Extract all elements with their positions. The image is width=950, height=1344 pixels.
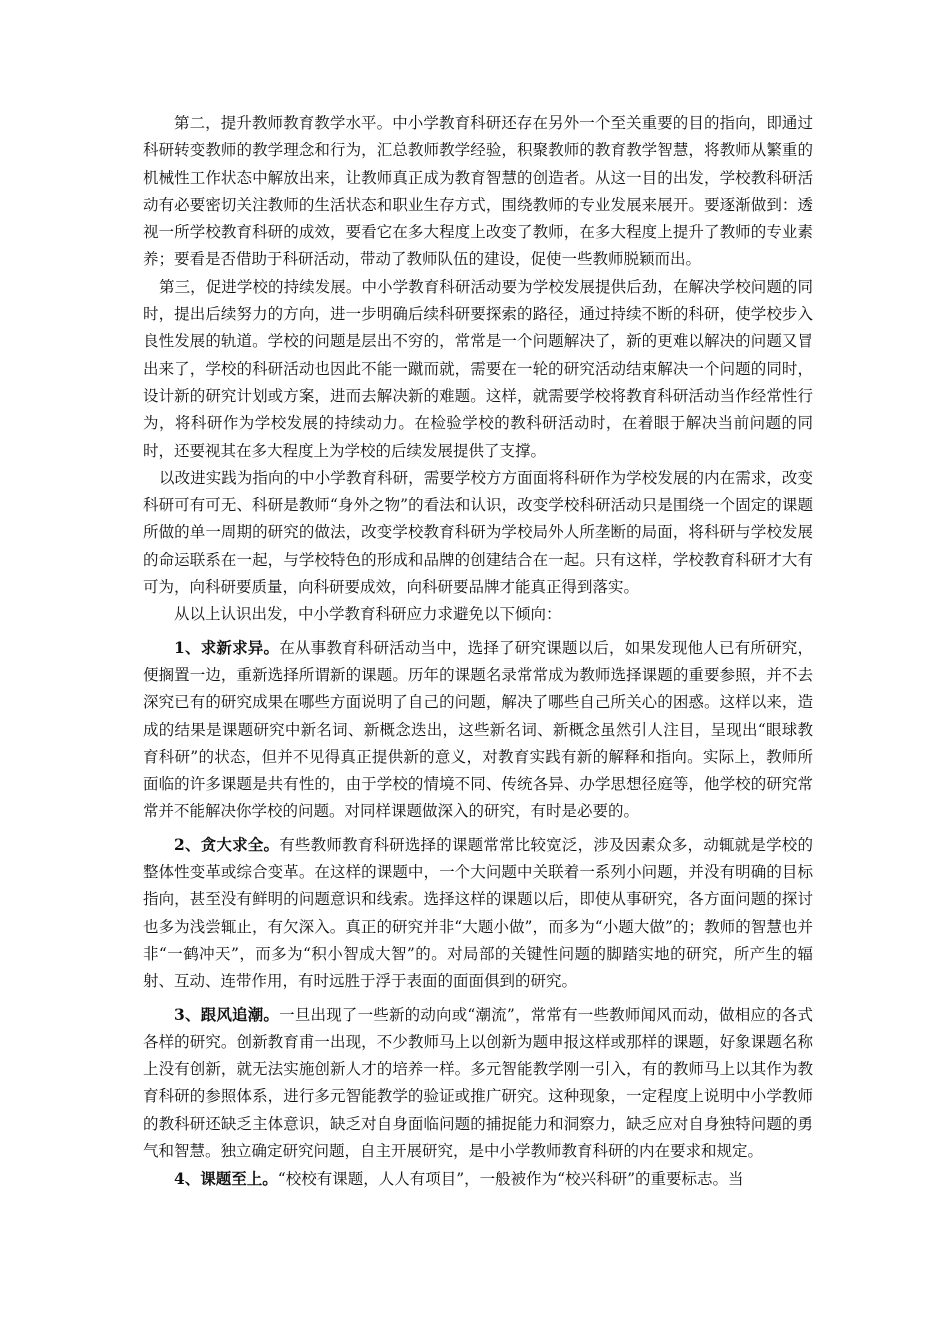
paragraph-text: 一旦出现了一些新的动向或“潮流”，常常有一些教师闻风而动，做相应的各式各样的研究。创新教育甫一出现，不少教师马上以创新为题申报这样或那样的课题，好象课题名称上没有创新，就无法实施创新人才的培养一样。多元智能教学刚一引入，有的教师马上以其作为教育科研的参照体系，进行多元智能教学的验证或推广研究。这种现象，一定程度上说明中小学教师的教科研还缺乏主体意识，缺乏对自身面临问题的捕捉能力和洞察力，缺乏应对自身独特问题的勇气和智慧。独立确定研究问题，自主开展研究，是中小学教师教育科研的内在要求和规定。	[143, 1005, 813, 1160]
paragraph-tendency-3	[143, 1001, 813, 1166]
paragraph-text: 第三，促进学校的持续发展。中小学教育科研活动要为学校发展提供后劲，在解决学校问题的同时，提出后续努力的方向，进一步明确后续科研要探索的路径，通过持续不断的科研，使学校步入良性发展的轨道。学校的问题是层出不穷的，常常是一个问题解决了，新的更难以解决的问题又冒出来了，学校的科研活动也因此不能一蹴而就，需要在一轮的研究活动结束解决一个问题的同时，设计新的研究计划或方案，进而去解决新的难题。这样，就需要学校将教育科研活动当作经常性行为，将科研作为学校发展的持续动力。在检验学校的教科研活动时，在着眼于解决当前问题的同时，还要视其在多大程度上为学校的后续发展提供了支撑。	[143, 277, 813, 460]
paragraph-text: 从以上认识出发，中小学教育科研应力求避免以下倾向：	[174, 605, 562, 624]
paragraph-tendency-4	[143, 1165, 813, 1193]
tendency-heading: 1、求新求异。	[174, 637, 280, 657]
paragraph-text: 有些教师教育科研选择的课题常常比较宽泛，涉及因素众多，动辄就是学校的整体性变革或综合变革。在这样的课题中，一个大问题中关联着一系列小问题，并没有明确的目标指向，甚至没有鲜明的问题意识和线索。选择这样的课题以后，即使从事研究，各方面问题的探讨也多为浅尝辄止，有欠深入。真正的研究并非“大题小做”，而多为“小题大做”的；教师的智慧也并非“一鹤冲天”，而多为“积小智成大智”的。对局部的关键性问题的脚踏实地的研究，所产生的辐射、互动、连带作用，有时远胜于浮于表面的面面俱到的研究。	[143, 835, 813, 991]
paragraph-tendencies-intro	[143, 601, 813, 628]
paragraph-text: 以改进实践为指向的中小学教育科研，需要学校方方面面将科研作为学校发展的内在需求，改变科研可有可无、科研是教师“身外之物”的看法和认识，改变学校科研活动只是围绕一个固定的课题所做的单一周期的研究的做法，改变学校教育科研为学校局外人所垄断的局面，将科研与学校发展的命运联系在一起，与学校特色的形成和品牌的创建结合在一起。只有这样，学校教育科研才大有可为，向科研要质量，向科研要成效，向科研要品牌才能真正得到落实。	[143, 468, 813, 597]
paragraph-tendency-2	[143, 831, 813, 996]
paragraph-tendency-1	[143, 634, 813, 826]
paragraph-school-development	[143, 274, 813, 465]
paragraph-practice-oriented-research	[143, 465, 813, 601]
paragraph-teacher-improvement	[143, 110, 813, 274]
tendency-heading: 3、跟风追潮。	[174, 1004, 280, 1024]
tendency-heading: 2、贪大求全。	[174, 834, 280, 854]
paragraph-text: 第二，提升教师教育教学水平。中小学教育科研还存在另外一个至关重要的目的指向，即通过科研转变教师的教学理念和行为，汇总教师教学经验，积聚教师的教育教学智慧，将教师从繁重的机械性工作状态中解放出来，让教师真正成为教育智慧的创造者。从这一目的出发，学校教科研活动有必要密切关注教师的生活状态和职业生存方式，围绕教师的专业发展来展开。要逐渐做到：透视一所学校教育科研的成效，要看它在多大程度上改变了教师，在多大程度上提升了教师的专业素养；要看是否借助于科研活动，带动了教师队伍的建设，促使一些教师脱颖而出。	[143, 114, 813, 269]
paragraph-text: “校校有课题，人人有项目”，一般被作为“校兴科研”的重要标志。当	[277, 1170, 744, 1189]
paragraph-text: 在从事教育科研活动当中，选择了研究课题以后，如果发现他人已有所研究，便搁置一边，重新选择所谓新的课题。历年的课题名录常常成为教师选择课题的重要参照，并不去深究已有的研究成果在哪些方面说明了自己的问题，解决了哪些自己所关心的困惑。这样以来，造成的结果是课题研究中新名词、新概念迭出，这些新名词、新概念虽然引人注目，呈现出“眼球教育科研”的状态，但并不见得真正提供新的意义，对教育实践有新的解释和指向。实际上，教师所面临的许多课题是共有性的，由于学校的情境不同、传统各异、办学思想径庭等，他学校的研究常常并不能解决你学校的问题。对同样课题做深入的研究，有时是必要的。	[143, 638, 813, 821]
tendency-heading: 4、课题至上。	[174, 1169, 278, 1189]
document-page	[143, 110, 813, 1194]
